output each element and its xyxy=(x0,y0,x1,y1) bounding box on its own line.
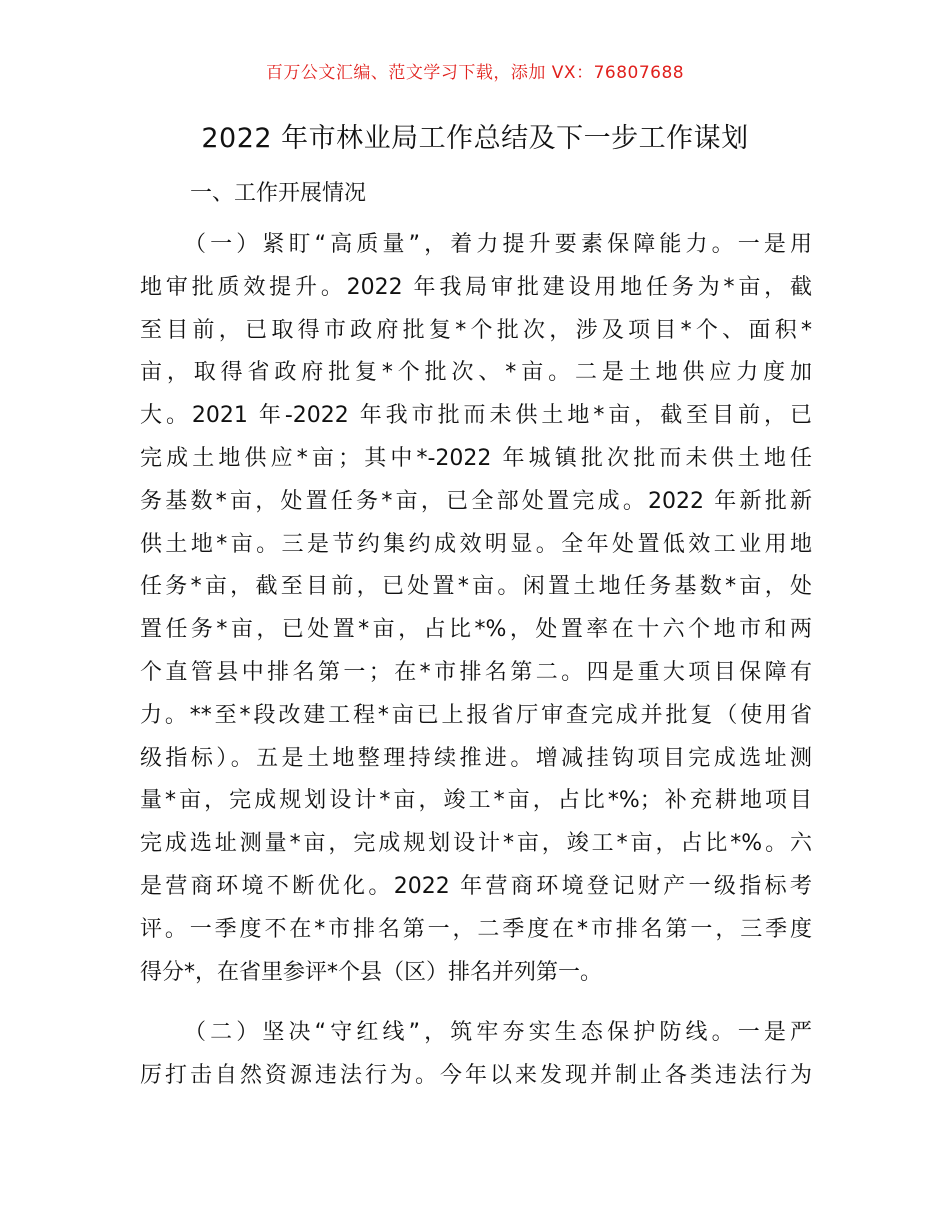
paragraph-line: 务基数*亩，处置任务*亩，已全部处置完成。2022 年新批新 xyxy=(140,488,812,514)
paragraph-line: 评。一季度不在*市排名第一，二季度在*市排名第一，三季度 xyxy=(140,916,812,942)
paragraph-line: 置任务*亩，已处置*亩，占比*%，处置率在十六个地市和两 xyxy=(140,617,812,643)
paragraph-line: （二）坚决“守红线”，筑牢夯实生态保护防线。一是严 xyxy=(184,1020,812,1045)
section-heading: 一、工作开展情况 xyxy=(190,181,367,206)
paragraph-line: （一）紧盯“高质量”，着力提升要素保障能力。一是用 xyxy=(184,232,812,257)
paragraph-line: 供土地*亩。三是节约集约成效明显。全年处置低效工业用地 xyxy=(140,531,812,557)
paragraph-line: 是营商环境不断优化。2022 年营商环境登记财产一级指标考 xyxy=(140,873,812,899)
paragraph-line: 任务*亩，截至目前，已处置*亩。闲置土地任务基数*亩，处 xyxy=(140,574,812,600)
document-title: 2022 年市林业局工作总结及下一步工作谋划 xyxy=(201,123,749,154)
paragraph-line: 厉打击自然资源违法行为。今年以来发现并制止各类违法行为 xyxy=(140,1062,812,1088)
paragraph-line: 地审批质效提升。2022 年我局审批建设用地任务为*亩，截 xyxy=(140,274,812,300)
paragraph-line: 级指标）。五是土地整理持续推进。增减挂钩项目完成选址测 xyxy=(140,745,812,771)
header-banner: 百万公文汇编、范文学习下载，添加 VX：76807688 xyxy=(265,63,685,83)
paragraph-line: 亩，取得省政府批复*个批次、*亩。二是土地供应力度加 xyxy=(140,360,812,386)
paragraph-line: 至目前，已取得市政府批复*个批次，涉及项目*个、面积* xyxy=(140,317,812,343)
paragraph-line: 个直管县中排名第一；在*市排名第二。四是重大项目保障有 xyxy=(140,659,812,685)
paragraph-line: 完成土地供应*亩；其中*-2022 年城镇批次批而未供土地任 xyxy=(140,445,812,471)
paragraph-1 xyxy=(140,224,812,994)
paragraph-line: 得分*，在省里参评*个县（区）排名并列第一。 xyxy=(140,959,603,985)
paragraph-line: 量*亩，完成规划设计*亩，竣工*亩，占比*%；补充耕地项目 xyxy=(140,788,812,814)
paragraph-line: 力。**至*段改建工程*亩已上报省厅审查完成并批复（使用省 xyxy=(140,702,812,728)
paragraph-line: 大。2021 年-2022 年我市批而未供土地*亩，截至目前，已 xyxy=(140,403,812,429)
paragraph-2 xyxy=(140,1012,812,1098)
paragraph-line: 完成选址测量*亩，完成规划设计*亩，竣工*亩，占比*%。六 xyxy=(140,831,812,857)
